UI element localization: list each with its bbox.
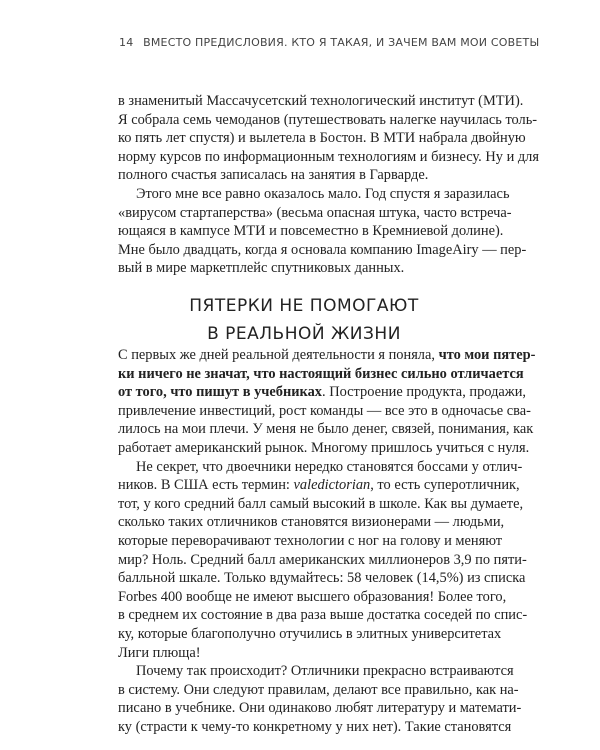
intro-text <box>118 92 539 278</box>
text-line: Я собрала семь чемоданов (путешествовать налегке научилась толь- <box>118 111 538 128</box>
text-line: Forbes 400 вообще не имеют высшего образования! Более того, <box>118 588 507 605</box>
emphasis: от того, что пишут в учебниках <box>118 384 323 401</box>
text-line: С первых же дней реальной деятельности я поняла, что мои пятер- <box>118 347 536 363</box>
text-line: Мне было двадцать, когда я основала компанию ImageAiry — пер- <box>118 241 527 258</box>
text-line: вый в мире маркетплейс спутниковых данных. <box>118 260 405 277</box>
text-line: от того, что пишут в учебниках. Построение продукта, продажи, <box>118 384 527 401</box>
text-line: которые переворачивают технологии с ног на голову и меняют <box>118 532 503 549</box>
text-line: полного счастья записалась на занятия в Гарварде. <box>118 167 429 184</box>
text-line: привлечение инвестиций, рост команды — все это в одночасье сва- <box>118 402 531 419</box>
text-line: работает американский рынок. Многому пришлось учиться с нуля. <box>118 439 530 456</box>
text-line: Не секрет, что двоечники нередко становятся боссами у отлич- <box>136 458 523 475</box>
section-heading-line: В РЕАЛЬНОЙ ЖИЗНИ <box>207 324 401 344</box>
text-line: писано в учебнике. Они одинаково любят литературу и математи- <box>118 700 522 717</box>
text-line: в систему. Они следуют правилам, делают все правильно, как на- <box>118 681 519 698</box>
text-line: лилось на мои плечи. У меня не было денег, связей, понимания, как <box>118 421 534 438</box>
text-line: ко пять лет спустя) и вылетела в Бостон. В МТИ набрала двойную <box>118 130 526 147</box>
text-line: ку, которые благополучно отучились в элитных университетах <box>118 625 502 642</box>
text-line: сколько таких отличников становятся визионерами — людьми, <box>118 514 505 531</box>
text-line: ющаяся в кампусе МТИ и повсеместно в Кремниевой долине). <box>118 223 504 240</box>
text-line: Этого мне все равно оказалось мало. Год спустя я заразилась <box>136 185 510 202</box>
term: valedictorian <box>293 477 371 494</box>
page-number: 14 <box>119 36 134 49</box>
text-line <box>118 365 524 384</box>
text-line: в среднем их состояние в два раза выше достатка соседей по спис- <box>118 607 528 624</box>
running-header <box>119 36 540 49</box>
text-line: балльной шкале. Только вдумайтесь: 58 человек (14,5%) из списка <box>118 570 526 587</box>
text-line: норму курсов по информационным технологиям и бизнесу. Ну и для <box>118 148 539 165</box>
emphasis: ки ничего не значат, что настоящий бизнес сильно отличается <box>118 365 524 382</box>
text-line: «вирусом стартаперства» (весьма опасная штука, часто встреча- <box>118 204 512 221</box>
text-line: ку (страсти к чему-то конкретному у них нет). Такие становятся <box>118 718 512 735</box>
running-title: ВМЕСТО ПРЕДИСЛОВИЯ. КТО Я ТАКАЯ, И ЗАЧЕМ ВАМ МОИ СОВЕТЫ <box>143 36 540 49</box>
text-line: ников. В США есть термин: valedictorian, то есть суперотличник, <box>118 477 520 494</box>
main-text <box>118 346 536 736</box>
section-heading-line: ПЯТЕРКИ НЕ ПОМОГАЮТ <box>189 296 419 316</box>
emphasis: что мои пятер- <box>438 347 536 363</box>
section-heading <box>118 292 490 348</box>
text-line: Лиги плюща! <box>118 644 201 661</box>
text-line: тот, у кого средний балл самый высокий в школе. Как вы думаете, <box>118 495 524 512</box>
text-line: мир? Ноль. Средний балл американских миллионеров 3,9 по пяти- <box>118 551 527 568</box>
text-line: в знаменитый Массачусетский технологический институт (МТИ). <box>118 93 524 109</box>
text-line: Почему так происходит? Отличники прекрасно встраиваются <box>136 663 514 680</box>
